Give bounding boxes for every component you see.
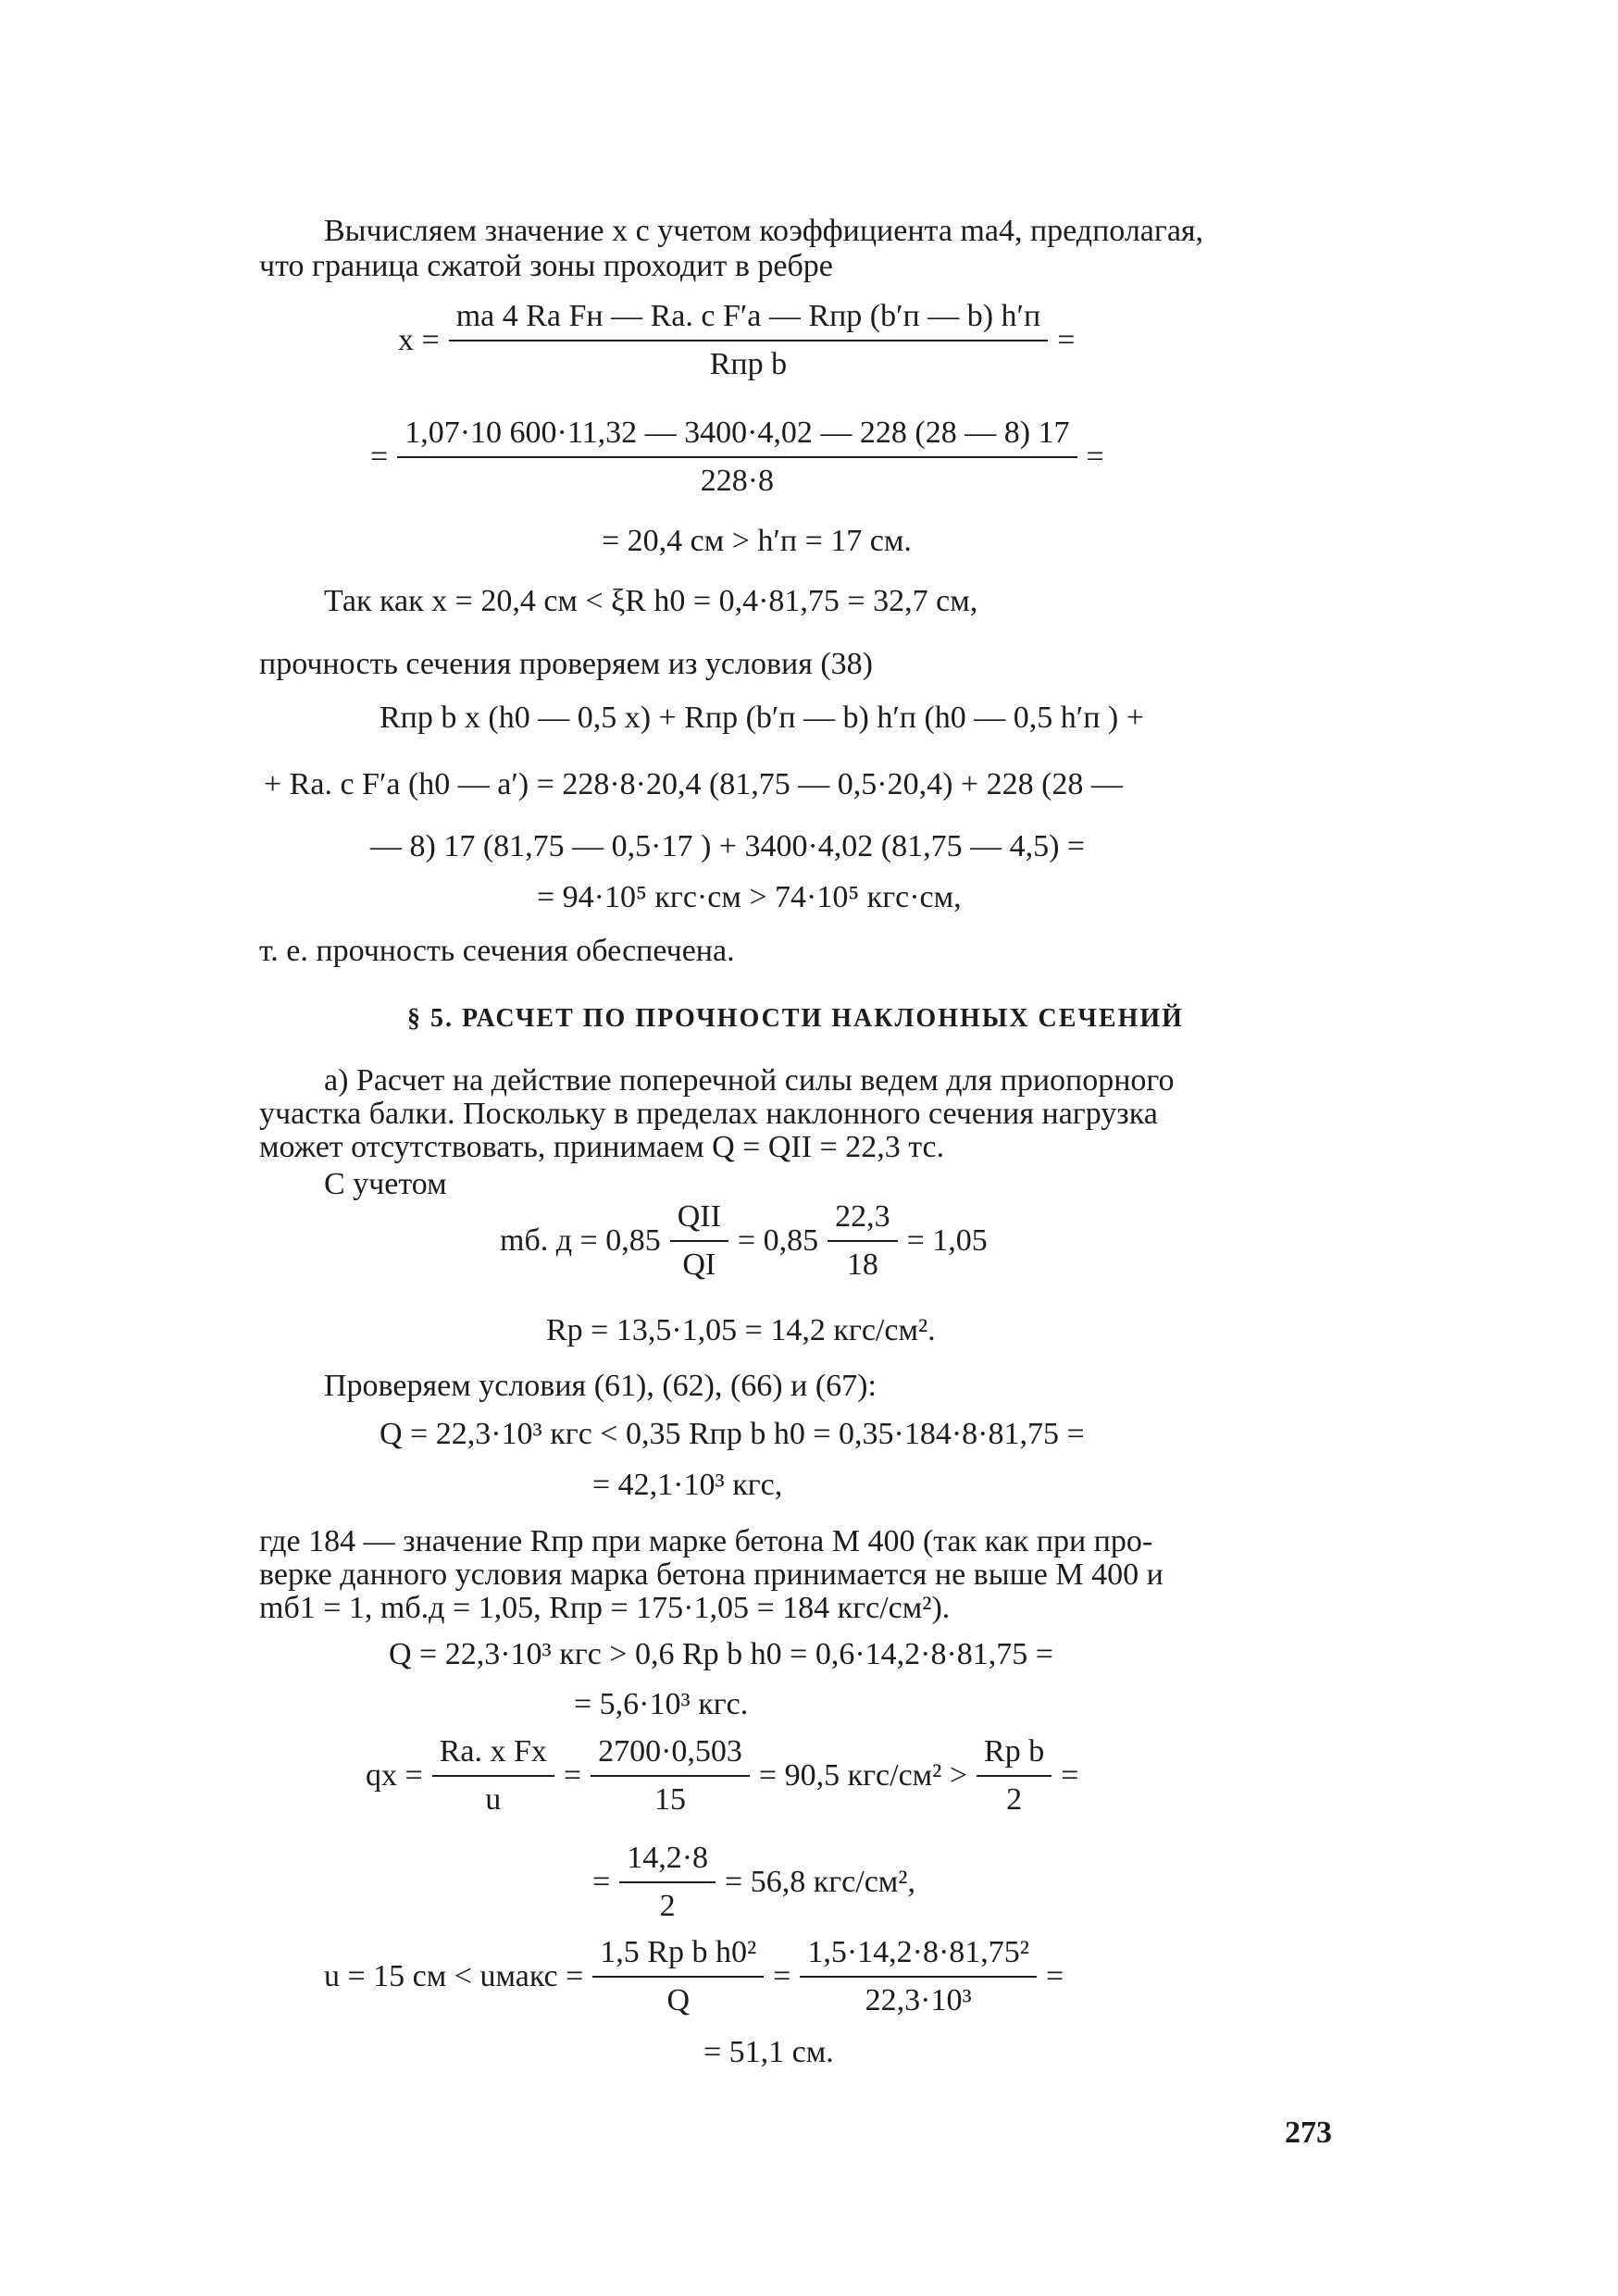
fraction [670, 1198, 728, 1284]
numerator: mа 4 Rа Fн — Rа. с F′а — Rпр (b′п — b) h′п [449, 298, 1049, 341]
paragraph-line: участка балки. Поскольку в пределах наклонного сечения нагрузка [259, 1097, 1158, 1131]
equation-q-check2-l1: Q = 22,3·10³ кгс > 0,6 Rр b h0 = 0,6·14,2·8·81,75 = [389, 1637, 1053, 1671]
eq-text: = [1057, 323, 1076, 357]
paragraph-line: С учетом [324, 1167, 447, 1201]
eq-text: = [1061, 1758, 1079, 1793]
fraction [449, 298, 1049, 383]
equation-u-result: = 51,1 см. [703, 2035, 834, 2069]
fraction [592, 1934, 764, 2019]
equation-u-max [324, 1934, 1064, 2019]
paragraph-line: где 184 — значение Rпр при марке бетона М 400 (так как при про- [259, 1524, 1153, 1558]
paragraph-line: что граница сжатой зоны проходит в ребре [259, 249, 833, 283]
equation-x-numeric [370, 415, 1104, 500]
fraction [828, 1198, 898, 1284]
denominator: 18 [846, 1247, 878, 1282]
numerator: 2700·0,503 [591, 1733, 750, 1777]
paragraph-line: Вычисляем значение x с учетом коэффициента mа4, предполагая, [324, 214, 1204, 248]
eq-text: x = [398, 323, 440, 357]
eq-text: = [592, 1865, 611, 1899]
equation-q-check1-l1: Q = 22,3·10³ кгс < 0,35 Rпр b h0 = 0,35·184·8·81,75 = [380, 1417, 1085, 1451]
eq-text: = 20,4 см > h′п = 17 см. [602, 524, 912, 558]
eq-text: Так как x = 20,4 см < ξR h0 = 0,4·81,75 = 32,7 см, [324, 584, 978, 618]
equation-q-check1-l2: = 42,1·10³ кгс, [592, 1468, 783, 1502]
equation-strength-l3: — 8) 17 (81,75 — 0,5·17 ) + 3400·4,02 (81,75 — 4,5) = [370, 829, 1086, 863]
equation-strength-l4: = 94·10⁵ кгс·см > 74·10⁵ кгс·см, [537, 880, 962, 914]
paragraph-line: прочность сечения проверяем из условия (38) [259, 647, 873, 681]
fraction [432, 1733, 554, 1818]
section-heading: § 5. РАСЧЕТ ПО ПРОЧНОСТИ НАКЛОННЫХ СЕЧЕНИЙ [407, 1004, 1184, 1033]
numerator: 1,5 Rр b h0² [592, 1934, 764, 1978]
equation-qx [366, 1733, 1078, 1818]
eq-text: = 0,85 [737, 1223, 819, 1258]
paragraph-line: Проверяем условия (61), (62), (66) и (67): [324, 1369, 877, 1403]
equation-q-check2-l2: = 5,6·10³ кгс. [574, 1687, 749, 1721]
equation-x-result [602, 523, 912, 560]
paragraph-line: а) Расчет на действие поперечной силы ведем для приопорного [324, 1063, 1175, 1098]
denominator: 15 [653, 1782, 686, 1817]
eq-text: = [563, 1758, 582, 1793]
fraction [619, 1840, 716, 1925]
paragraph-line: т. е. прочность сечения обеспечена. [259, 934, 735, 968]
denominator: Q [666, 1983, 690, 2017]
denominator: 2 [1006, 1782, 1023, 1817]
denominator: 22,3·10³ [865, 1983, 972, 2017]
numerator: Rр b [977, 1733, 1052, 1777]
fraction [800, 1934, 1037, 2019]
numerator: 14,2·8 [619, 1840, 716, 1883]
numerator: 1,07·10 600·11,32 — 3400·4,02 — 228 (28 — 8) 17 [397, 415, 1077, 458]
eq-text: = [1086, 440, 1104, 474]
equation-check-xi [324, 583, 977, 620]
eq-text: = [370, 440, 389, 474]
eq-text: mб. д = 0,85 [500, 1223, 661, 1258]
paragraph-line: mб1 = 1, mб.д = 1,05, Rпр = 175·1,05 = 184 кгс/см²). [259, 1591, 951, 1625]
fraction [977, 1733, 1052, 1818]
equation-strength-l2: + Rа. с F′а (h0 — a′) = 228·8·20,4 (81,75 — 0,5·20,4) + 228 (28 — [264, 767, 1123, 801]
numerator: Rа. х Fх [432, 1733, 554, 1777]
paragraph-line: может отсутствовать, принимаем Q = QII = 22,3 тс. [259, 1130, 945, 1164]
equation-strength-l1: Rпр b x (h0 — 0,5 x) + Rпр (b′п — b) h′п (h0 — 0,5 h′п ) + [380, 701, 1144, 735]
numerator: 1,5·14,2·8·81,75² [800, 1934, 1037, 1978]
eq-text: = [1046, 1959, 1064, 1993]
eq-text: = [773, 1959, 791, 1993]
denominator: Rпр b [709, 347, 788, 381]
equation-qx-result [592, 1840, 915, 1925]
fraction [397, 415, 1077, 500]
eq-text: = 56,8 кгс/см², [725, 1865, 915, 1899]
eq-text: qх = [366, 1758, 423, 1793]
equation-m-bd [500, 1198, 988, 1284]
eq-text: = 1,05 [906, 1223, 988, 1258]
eq-text: u = 15 см < uмакс = [324, 1959, 584, 1993]
eq-text: = 90,5 кгс/см² > [758, 1758, 968, 1793]
equation-x-formula [398, 298, 1075, 383]
page-number: 273 [1285, 2116, 1332, 2150]
denominator: 228·8 [700, 464, 775, 498]
denominator: u [485, 1782, 502, 1817]
equation-rp: Rр = 13,5·1,05 = 14,2 кгс/см². [546, 1313, 936, 1347]
paragraph-line: верке данного условия марка бетона принимается не выше М 400 и [259, 1558, 1164, 1592]
denominator: QI [682, 1247, 716, 1282]
denominator: 2 [659, 1889, 676, 1923]
numerator: 22,3 [828, 1198, 898, 1242]
fraction [591, 1733, 750, 1818]
numerator: QII [670, 1198, 728, 1242]
